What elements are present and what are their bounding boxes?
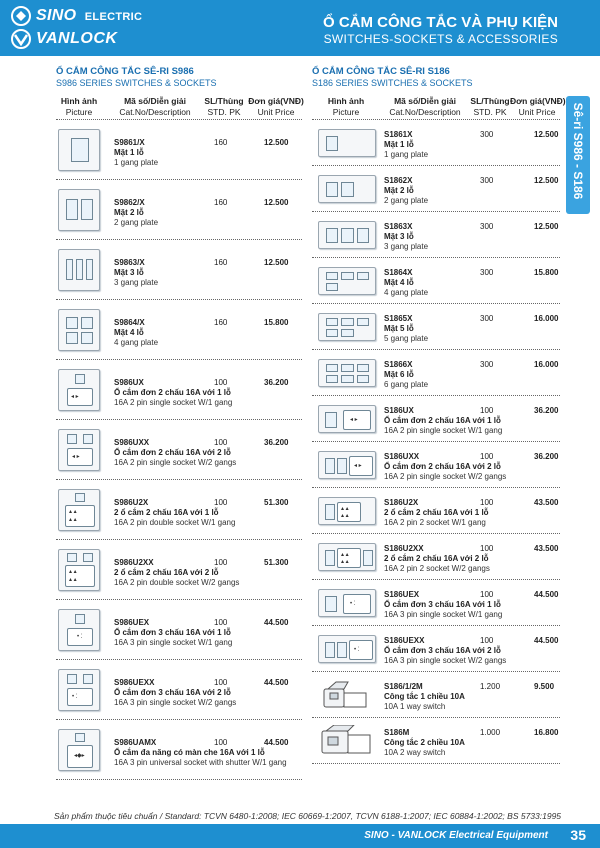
product-price: 9.500: [534, 682, 555, 691]
product-qty: 100: [214, 438, 228, 447]
product-desc-en: 16A 2 pin 2 socket W/1 gang: [384, 518, 486, 527]
product-desc-vn: Công tắc 1 chiều 10A: [384, 692, 465, 701]
page-number: 35: [570, 827, 586, 843]
product-price: 12.500: [264, 138, 289, 147]
product-desc-en: 16A 3 pin single socket W/2 gangs: [114, 698, 237, 707]
right-section-subtitle: S186 SERIES SWITCHES & SOCKETS: [312, 78, 473, 88]
product-qty: 300: [480, 360, 494, 369]
plate-3-icon: [58, 249, 100, 291]
product-qty: 160: [214, 138, 228, 147]
product-desc-vn: Mặt 2 lỗ: [114, 208, 144, 217]
page-subtitle: SWITCHES-SOCKETS & ACCESSORIES: [323, 32, 558, 46]
product-desc-en: 3 gang plate: [114, 278, 159, 287]
product-desc-vn: Mặt 6 lỗ: [384, 370, 414, 379]
product-desc-en: 16A 2 pin double socket W/2 gangs: [114, 578, 240, 587]
header-picture: Hình ảnh Picture: [327, 96, 365, 117]
page-footer: [0, 824, 600, 848]
product-desc-vn: Công tắc 2 chiều 10A: [384, 738, 465, 747]
product-qty: 160: [214, 198, 228, 207]
product-desc-vn: Ổ cắm đơn 2 chấu 16A với 2 lỗ: [114, 448, 231, 457]
product-code: S186U2X: [384, 498, 419, 507]
product-desc-en: 16A 2 pin single socket W/1 gang: [384, 426, 503, 435]
product-desc-vn: Mặt 1 lỗ: [114, 148, 144, 157]
product-desc-vn: Mặt 3 lỗ: [114, 268, 144, 277]
product-qty: 1.000: [480, 728, 501, 737]
product-row-s186uexx: [312, 626, 560, 672]
product-price: 15.800: [264, 318, 289, 327]
product-qty: 300: [480, 314, 494, 323]
header-qty: SL/Thùng STD. PK: [470, 96, 510, 117]
product-qty: 100: [214, 618, 228, 627]
product-price: 51.300: [264, 558, 289, 567]
product-qty: 100: [480, 498, 494, 507]
product-price: 51.300: [264, 498, 289, 507]
socket-2-icon: ◂ ▸: [58, 429, 100, 471]
left-section-subtitle: S986 SERIES SWITCHES & SOCKETS: [56, 78, 217, 88]
product-desc-en: 6 gang plate: [384, 380, 429, 389]
product-price: 16.000: [534, 360, 559, 369]
header-description: Mã số/Diễn giải Cat.No/Description: [389, 96, 461, 117]
s986-product-table: [56, 94, 302, 780]
product-desc-en: 2 gang plate: [384, 196, 429, 205]
rthree-2-icon: • ⁚: [318, 635, 376, 663]
product-code: S986UEXX: [114, 678, 155, 687]
product-qty: 100: [480, 590, 494, 599]
product-desc-en: 16A 2 pin double socket W/1 gang: [114, 518, 236, 527]
product-qty: 100: [480, 544, 494, 553]
product-qty: 100: [214, 378, 228, 387]
product-row-s186ux: [312, 396, 560, 442]
product-row-s1864x: [312, 258, 560, 304]
universal-icon: ◂◆▸: [58, 729, 100, 771]
switch-2way-icon: [318, 725, 376, 762]
rplate-3-icon: [318, 221, 376, 249]
rplate-2-icon: [318, 175, 376, 203]
page-header: [0, 0, 600, 56]
product-code: S186UEX: [384, 590, 420, 599]
switch-1way-icon: [318, 679, 376, 716]
product-row-s986uxx: [56, 420, 302, 480]
socket-1-icon: ◂ ▸: [58, 369, 100, 411]
header-price: Đơn giá(VNĐ) Unit Price: [510, 96, 566, 117]
product-desc-en: 4 gang plate: [384, 288, 429, 297]
product-row-s986u2x: [56, 480, 302, 540]
product-price: 12.500: [534, 176, 559, 185]
product-desc-en: 16A 2 pin single socket W/2 gangs: [384, 472, 507, 481]
double-2-icon: ▴ ▴ ▴ ▴: [58, 549, 100, 591]
product-desc-vn: Ổ cắm đơn 3 chấu 16A với 1 lỗ: [384, 600, 501, 609]
product-desc-vn: Mặt 2 lỗ: [384, 186, 414, 195]
rdouble-1-icon: ▴ ▴ ▴ ▴: [318, 497, 376, 525]
product-price: 15.800: [534, 268, 559, 277]
rplate-6-icon: [318, 359, 376, 387]
product-desc-en: 3 gang plate: [384, 242, 429, 251]
rplate-1-icon: [318, 129, 376, 157]
product-desc-vn: Mặt 1 lỗ: [384, 140, 414, 149]
product-row-s9862-x: [56, 180, 302, 240]
product-desc-vn: Ổ cắm đơn 3 chấu 16A với 1 lỗ: [114, 628, 231, 637]
series-side-tab-label: Sê-ri S986 - S186: [571, 102, 585, 200]
product-code: S9861/X: [114, 138, 145, 147]
product-price: 36.200: [534, 406, 559, 415]
product-row-s986u2xx: [56, 540, 302, 600]
product-desc-vn: Ổ cắm đơn 2 chấu 16A với 1 lỗ: [114, 388, 231, 397]
plate-2-icon: [58, 189, 100, 231]
rsocket-1-icon: ◂ ▸: [318, 405, 376, 433]
product-desc-en: 16A 3 pin single socket W/1 gang: [384, 610, 503, 619]
product-code: S186U2XX: [384, 544, 424, 553]
logo-electric-text: ELECTRIC: [84, 11, 143, 23]
product-qty: 100: [480, 636, 494, 645]
product-desc-en: 10A 2 way switch: [384, 748, 446, 757]
product-desc-en: 1 gang plate: [384, 150, 429, 159]
product-code: S9864/X: [114, 318, 145, 327]
product-code: S1861X: [384, 130, 413, 139]
plate-4-icon: [58, 309, 100, 351]
product-qty: 300: [480, 222, 494, 231]
product-desc-vn: Ổ cắm đơn 3 chấu 16A với 2 lỗ: [384, 646, 501, 655]
product-desc-en: 16A 3 pin single socket W/2 gangs: [384, 656, 507, 665]
product-code: S1864X: [384, 268, 413, 277]
product-row-s986uexx: [56, 660, 302, 720]
product-price: 12.500: [534, 222, 559, 231]
product-desc-vn: Mặt 5 lỗ: [384, 324, 414, 333]
product-desc-en: 16A 2 pin 2 socket W/2 gangs: [384, 564, 490, 573]
product-desc-en: 16A 3 pin universal socket with shutter W/1 gang: [114, 758, 287, 767]
product-row-s986ux: [56, 360, 302, 420]
product-row-s1862x: [312, 166, 560, 212]
product-price: 44.500: [534, 636, 559, 645]
product-desc-vn: Mặt 4 lỗ: [114, 328, 144, 337]
header-description: Mã số/Diễn giải Cat.No/Description: [119, 96, 191, 117]
product-qty: 100: [480, 406, 494, 415]
product-price: 44.500: [264, 618, 289, 627]
rdouble-2-icon: ▴ ▴ ▴ ▴: [318, 543, 376, 571]
product-code: S986UEX: [114, 618, 150, 627]
product-qty: 300: [480, 130, 494, 139]
rplate-4-icon: [318, 267, 376, 295]
three-1-icon: • ⁚: [58, 609, 100, 651]
vanlock-logo: VANLOCK: [36, 30, 118, 47]
product-code: S986U2XX: [114, 558, 154, 567]
standards-note: Sản phẩm thuộc tiêu chuẩn / Standard: TCVN 6480-1:2008; IEC 60669-1:2007, TCVN 6188-1:2007; IEC 60884-1:2002; BS 5733:1995: [54, 811, 562, 821]
product-desc-en: 2 gang plate: [114, 218, 159, 227]
product-code: S1863X: [384, 222, 413, 231]
rsocket-2-icon: ◂ ▸: [318, 451, 376, 479]
rthree-1-icon: • ⁚: [318, 589, 376, 617]
product-code: S186/1/2M: [384, 682, 423, 691]
product-desc-vn: Ổ cắm đơn 2 chấu 16A với 1 lỗ: [384, 416, 501, 425]
product-code: S1866X: [384, 360, 413, 369]
product-price: 44.500: [534, 590, 559, 599]
page-title: Ổ CẮM CÔNG TẮC VÀ PHỤ KIỆN: [322, 14, 558, 31]
product-desc-vn: Mặt 3 lỗ: [384, 232, 414, 241]
product-row-s1865x: [312, 304, 560, 350]
three-2-icon: • ⁚: [58, 669, 100, 711]
product-code: S986U2X: [114, 498, 149, 507]
left-section-title: Ổ CẮM CÔNG TẮC SÊ-RI S986: [56, 66, 194, 77]
product-code: S186UX: [384, 406, 414, 415]
product-desc-vn: 2 ổ cắm 2 chấu 16A với 1 lỗ: [384, 508, 489, 517]
product-desc-en: 5 gang plate: [384, 334, 429, 343]
product-code: S986UAMX: [114, 738, 157, 747]
product-row-s186u2x: [312, 488, 560, 534]
header-picture: Hình ảnh Picture: [60, 96, 98, 117]
product-row-s186u2xx: [312, 534, 560, 580]
product-qty: 300: [480, 268, 494, 277]
product-price: 43.500: [534, 498, 559, 507]
product-qty: 160: [214, 258, 228, 267]
product-price: 43.500: [534, 544, 559, 553]
product-row-s1866x: [312, 350, 560, 396]
logo-sino-text: SINO: [36, 7, 77, 24]
product-qty: 100: [214, 498, 228, 507]
footer-brand: SINO - VANLOCK Electrical Equipment: [364, 830, 548, 841]
plate-1-icon: [58, 129, 100, 171]
product-desc-en: 4 gang plate: [114, 338, 159, 347]
series-side-tab: [566, 96, 590, 214]
right-section-title: Ổ CẮM CÔNG TẮC SÊ-RI S186: [312, 66, 450, 77]
product-row-s186uxx: [312, 442, 560, 488]
product-qty: 100: [214, 678, 228, 687]
double-1-icon: ▴ ▴ ▴ ▴: [58, 489, 100, 531]
sino-logo: [36, 7, 142, 25]
product-row-s1863x: [312, 212, 560, 258]
sino-logo-icon: [10, 6, 32, 26]
product-qty: 100: [214, 738, 228, 747]
product-row-s986uex: [56, 600, 302, 660]
product-code: S986UX: [114, 378, 144, 387]
product-desc-vn: Mặt 4 lỗ: [384, 278, 414, 287]
product-desc-en: 16A 2 pin single socket W/2 gangs: [114, 458, 237, 467]
product-desc-vn: Ổ cắm đơn 3 chấu 16A với 2 lỗ: [114, 688, 231, 697]
product-code: S9863/X: [114, 258, 145, 267]
product-code: S186M: [384, 728, 410, 737]
header-price: Đơn giá(VNĐ) Unit Price: [248, 96, 304, 117]
product-row-s186-1-2m: [312, 672, 560, 718]
product-price: 44.500: [264, 738, 289, 747]
product-price: 16.800: [534, 728, 559, 737]
product-desc-vn: Ổ cắm đơn 2 chấu 16A với 2 lỗ: [384, 462, 501, 471]
product-desc-en: 16A 2 pin single socket W/1 gang: [114, 398, 233, 407]
vanlock-logo-icon: [10, 29, 32, 49]
product-qty: 100: [214, 558, 228, 567]
product-code: S9862/X: [114, 198, 145, 207]
product-row-s9863-x: [56, 240, 302, 300]
product-desc-vn: Ổ cắm đa năng có màn che 16A với 1 lỗ: [114, 748, 265, 757]
product-code: S186UXX: [384, 452, 420, 461]
product-row-s9864-x: [56, 300, 302, 360]
product-code: S186UEXX: [384, 636, 425, 645]
product-price: 36.200: [264, 378, 289, 387]
product-row-s986uamx: [56, 720, 302, 780]
rplate-5-icon: [318, 313, 376, 341]
product-desc-vn: 2 ổ cắm 2 chấu 16A với 2 lỗ: [384, 554, 489, 563]
table-header: [56, 94, 302, 120]
product-price: 12.500: [534, 130, 559, 139]
table-header: [312, 94, 566, 120]
product-price: 36.200: [264, 438, 289, 447]
product-desc-vn: 2 ổ cắm 2 chấu 16A với 1 lỗ: [114, 508, 219, 517]
header-qty: SL/Thùng STD. PK: [204, 96, 244, 117]
product-row-s9861-x: [56, 120, 302, 180]
product-row-s186m: [312, 718, 560, 764]
product-price: 36.200: [534, 452, 559, 461]
product-price: 16.000: [534, 314, 559, 323]
product-desc-vn: 2 ổ cắm 2 chấu 16A với 2 lỗ: [114, 568, 219, 577]
product-desc-en: 1 gang plate: [114, 158, 159, 167]
product-row-s186uex: [312, 580, 560, 626]
product-qty: 1.200: [480, 682, 501, 691]
product-price: 12.500: [264, 198, 289, 207]
s186-product-table: [312, 94, 566, 764]
product-desc-en: 10A 1 way switch: [384, 702, 446, 711]
product-row-s1861x: [312, 120, 560, 166]
product-code: S986UXX: [114, 438, 150, 447]
product-desc-en: 16A 3 pin single socket W/1 gang: [114, 638, 233, 647]
product-code: S1862X: [384, 176, 413, 185]
product-price: 12.500: [264, 258, 289, 267]
product-qty: 160: [214, 318, 228, 327]
product-code: S1865X: [384, 314, 413, 323]
product-price: 44.500: [264, 678, 289, 687]
product-qty: 300: [480, 176, 494, 185]
product-qty: 100: [480, 452, 494, 461]
